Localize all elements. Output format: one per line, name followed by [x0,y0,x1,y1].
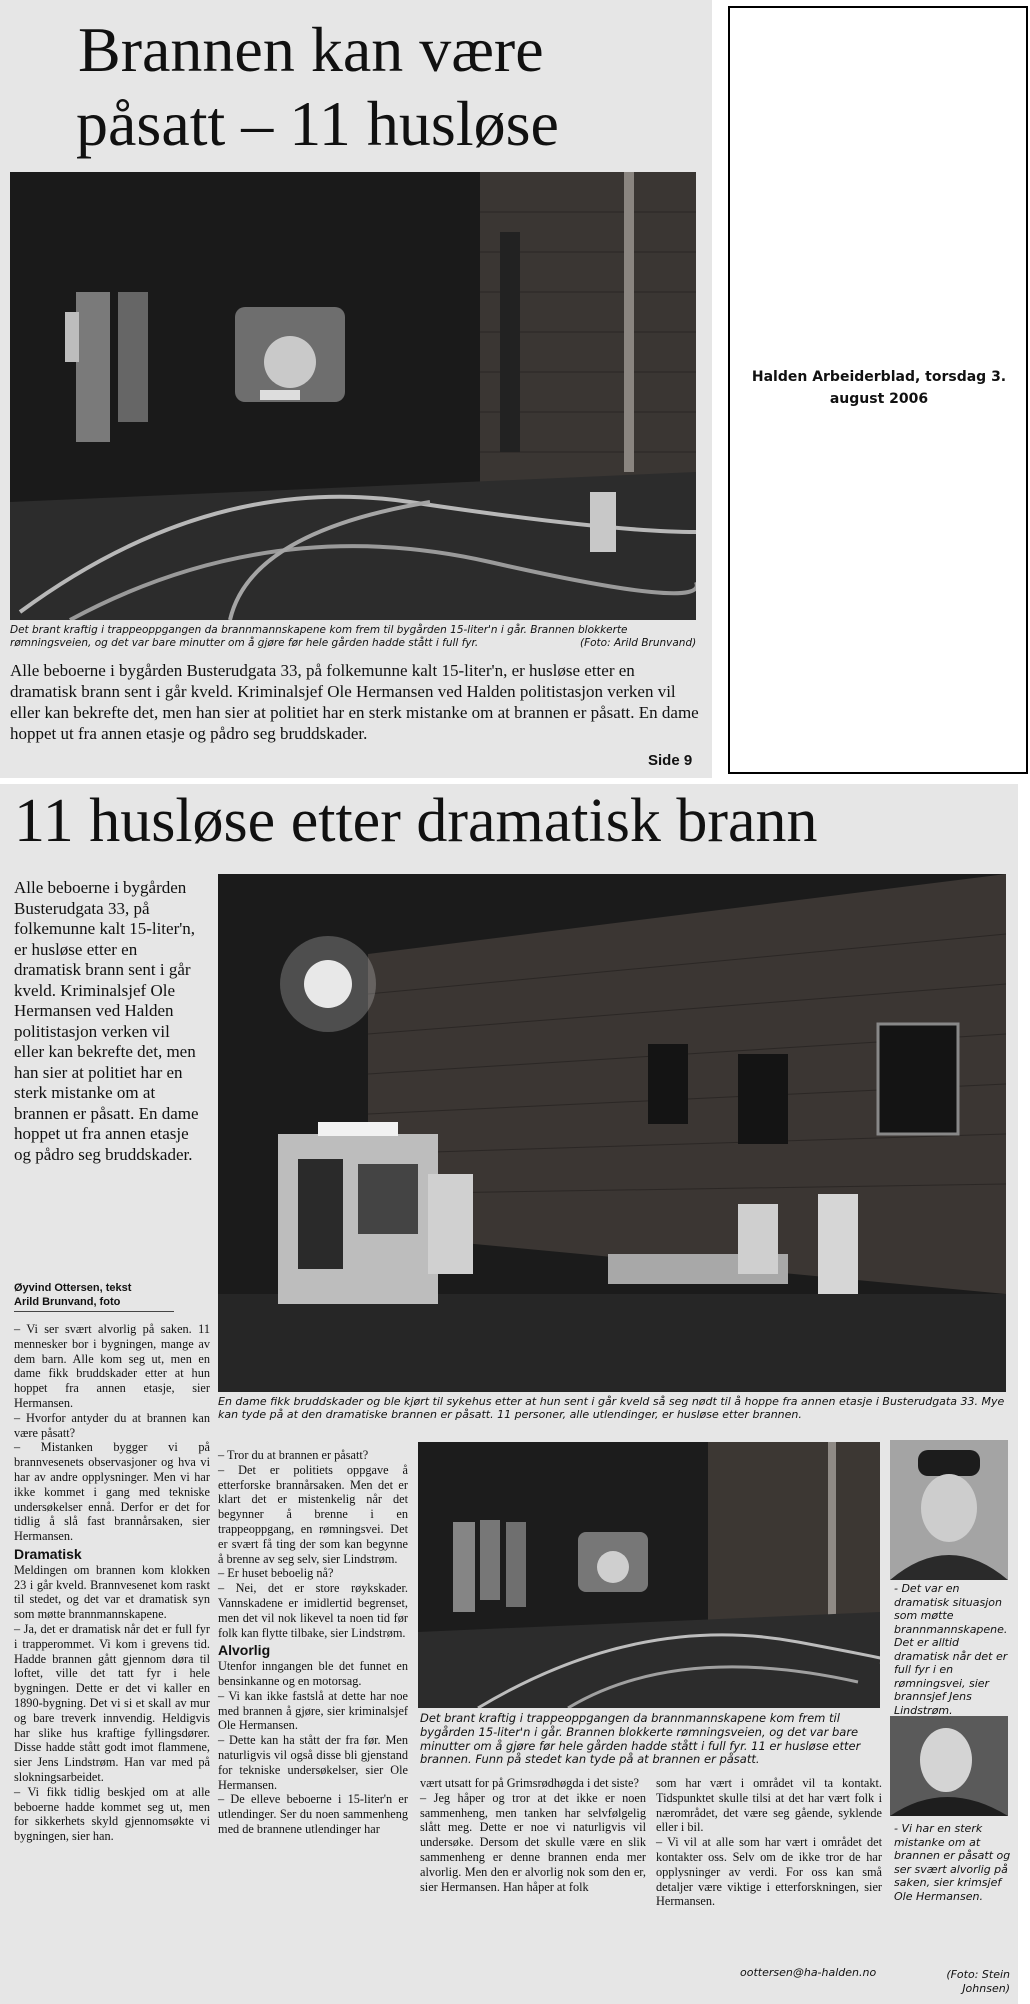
clip2-main-photo-caption: En dame fikk bruddskader og ble kjørt til sykehus etter at hun sent i går kveld så seg nødt til å hoppe fra annen etasje i Busterudgata 33. Mye kan tyde på at den dramatiske brannen er påsatt. 11 personer, alle utlendinger, er husløse etter brannen. [218,1395,1005,1421]
clip2-column-3: vært utsatt for på Grimsrødhøgda i det siste? – Jeg håper og tror at det ikke er noen sammenheng, men tanken har selvfølgelig slått meg. Dette er noe vi naturligvis vil undersøke. Dersom det skulle være en slik sammenheng er denne brannen enda mer alvorlig. Men den er alvorlig nok som den er, sier Hermansen. Han håper at folk [420,1776,646,1894]
clip1-headline-line1: Brannen kan være [78,14,544,85]
portrait-crime-chief-caption: - Vi har en sterk mistanke om at brannen er påsatt og ser svært alvorlig på saken, sier krimsjef Ole Hermansen. [894,1822,1011,1903]
clip2-column-2 [218,1448,408,1837]
clip1-page-reference: Side 9 [648,752,693,769]
col1-paragraph: – Vi ser svært alvorlig på saken. 11 mennesker bor i bygningen, mange av dem barn. Alle kom seg ut, men en dame fikk bruddskader etter at hun hoppet fra annen etasje, sier Hermansen. [14,1322,210,1410]
clip1-photo-caption: Det brant kraftig i trappeoppgangen da brannmannskapene kom frem til bygården 15-liter'n i går. Brannen blokkerte rømningsveien, og det var bare minutter om å gjøre før hele gården hadde stått i full fyr. [10,624,628,649]
col1-paragraph: – Mistanken bygger vi på brannvesenets observasjoner og hva vi har av andre opplysninger. Men vi har ikke kommet i gang med tekniske undersøkelser ennå. Derfor er det for tidlig å slå fast brannårsaken, sier Hermansen. [14,1440,210,1544]
clip2-intro: Alle beboerne i bygården Busterudgata 33, på folkemunne kalt 15-liter'n, er husløse etter en dramatisk brann sent i går kveld. Kriminalsjef Ole Hermansen ved Halden politistasjon verken vil eller kan bekrefte det, men han sier at politiet har en sterk mistanke om at brannen er påsatt. En dame hoppet ut fra annen etasje og pådro seg bruddskader. [14,878,199,1164]
col1-paragraph: – Hvorfor antyder du at brannen kan være påsatt? [14,1410,210,1440]
clip2-main-photo-ambulance [218,874,1006,1392]
portrait-fire-chief [890,1440,1008,1580]
clip2-small-photo-firefighters [418,1442,880,1708]
portrait-photo-credit: (Foto: Stein Johnsen) [946,1968,1010,1995]
source-note-text: Halden Arbeiderblad, torsdag 3. august 2006 [751,369,1007,407]
col1-paragraph: Meldingen om brannen kom klokken 23 i går kveld. Brannvesenet kom raskt til stedet, og det var et dramatisk syn som møtte brannmannskapene. [14,1562,210,1622]
clip2-column-1 [14,1322,210,1844]
col2-paragraph: – De elleve beboerne i 15-liter'n er utlendinger. Ser du noen sammenheng med de brannene utlendinger har [218,1792,408,1836]
clip2-byline-text: Øyvind Ottersen, tekst [14,1282,132,1294]
col1-paragraph: – Ja, det er dramatisk når det er full fyr i trapperommet. Vi kom i grevens tid. Hadde brannen gått gjennom døra til loftet, ville det tatt fyr i hele bygningen. Dette er det vi kaller en 1890-bygning. Det vi si et skall av mur og bare treverk innvendig. Heldigvis har slike hus kraftige fyllingsdører. Disse hadde stått godt imot flammene, sier Jens Lindstrøm. Han var med på slokningsarbeidet. [14,1621,210,1784]
clip1-lead-paragraph: Alle beboerne i bygården Busterudgata 33, på folkemunne kalt 15-liter'n, er husløse etter en dramatisk brann sent i går kveld. Kriminalsjef Ole Hermansen ved Halden politistasjon verken vil eller kan bekrefte det, men han sier at politiet har en sterk mistanke om at brannen er påsatt. En dame hoppet ut fra annen etasje og pådro seg bruddskader. [10,661,699,743]
col2-paragraph: – Er huset beboelig nå? [218,1566,334,1581]
clip1-photo-firefighters [10,172,696,620]
portrait-crime-chief [890,1716,1008,1816]
clip2-byline-photo: Arild Brunvand, foto [14,1296,121,1308]
clip2-headline: 11 husløse etter dramatisk brann [14,787,818,855]
col2-paragraph: – Vi kan ikke fastslå at dette har noe med brannen å gjøre, sier kriminalsjef Ole Hermansen. [218,1688,408,1733]
clip2-small-photo-caption: Det brant kraftig i trappeoppgangen da brannmannskapene kom frem til bygården 15-liter'n i går. Brannen blokkerte rømningsveien, og det var bare minutter om å gjøre før hele gården hadde stått i full fyr. 11 er husløse etter brannen. Funn på stedet kan tyde på at brannen er påsatt. [420,1711,861,1767]
col2-paragraph: – Dette kan ha stått der fra før. Men naturligvis vil også disse bli gjenstand for tekniske undersøkelser, sier Ole Hermansen. [218,1733,408,1792]
col2-paragraph: Utenfor inngangen ble det funnet en bensinkanne og en motorsag. [218,1659,408,1688]
clip2-byline-divider [14,1311,174,1312]
col2-paragraph: – Tror du at brannen er påsatt? [218,1448,369,1462]
col2-paragraph: – Det er politiets oppgave å etterforske brannårsaken. Men det er klart det er mistenkelig når det begynner å brenne i en trappeoppgang, en rømningsvei. Det er svært få ting der som kan begynne å brenne av seg selv, sier Lindstrøm. [218,1462,408,1566]
source-note-box [728,6,1028,774]
col2-subheading: Alvorlig [218,1642,271,1659]
clip2-column-4: som har vært i området vil ta kontakt. Tidspunktet skulle tilsi at det har vært folk i nærområdet, det være seg gående, syklende eller i bil. – Vi vil at alle som har vært i området det kontakter oss. Selv om de ikke tror de har opplysninger av verdi. For oss kan små detaljer være viktige i etterforskningen, sier Hermansen. [656,1776,882,1909]
col1-paragraph: – Vi fikk tidlig beskjed om at alle beboerne hadde kommet seg ut, men for sikkerhets skyld gjennomsøkte vi bygningen, sier han. [14,1784,210,1844]
col2-paragraph: – Nei, det er store røykskader. Vannskadene er imidlertid begrenset, men det vil nok likevel ta noen tid før folk kan flytte tilbake, sier Lindstrøm. [218,1581,408,1640]
clip2-author-email: oottersen@ha-halden.no [740,1966,877,1979]
col1-subheading: Dramatisk [14,1545,82,1562]
clip1-headline-line2: påsatt – 11 husløse [76,88,559,159]
portrait-fire-chief-caption: - Det var en dramatisk situasjon som møtte brannmannskapene. Det er alltid dramatisk når det er full fyr i en rømningsvei, sier brannsjef Jens Lindstrøm. [894,1582,1008,1717]
clip1-photo-credit: (Foto: Arild Brunvand) [580,637,697,649]
